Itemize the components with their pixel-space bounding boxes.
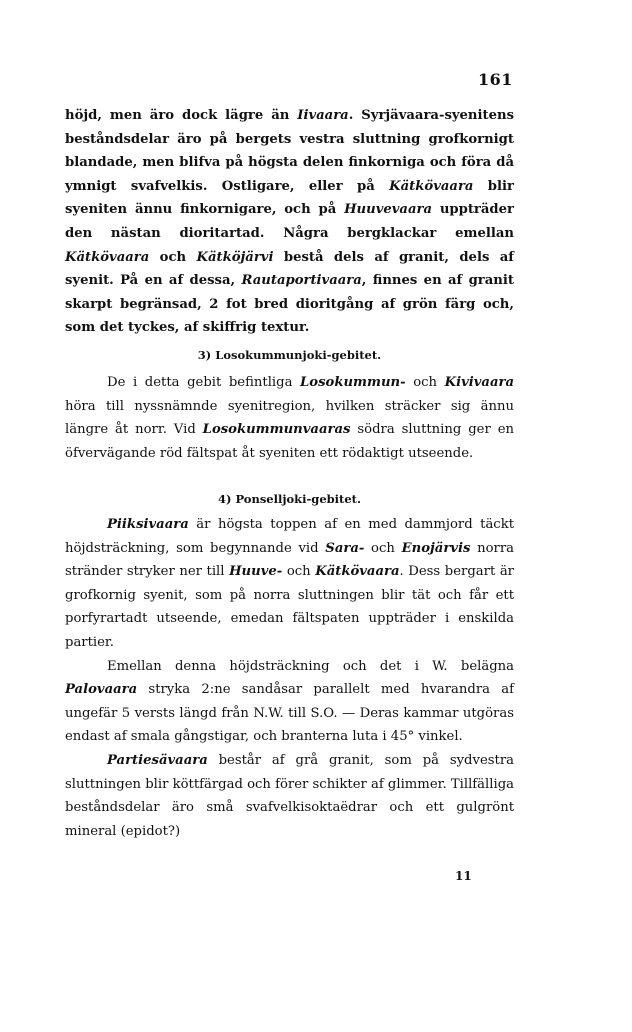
place-name: Kätkövaara bbox=[389, 178, 474, 194]
page-number: 161 bbox=[478, 70, 513, 89]
section-heading-losokummunjoki: 3) Losokummunjoki-gebitet. bbox=[197, 348, 382, 362]
place-name: Partiesävaara bbox=[107, 752, 208, 768]
text-run: södra sluttning ger en öfvervägande röd fältspat åt syeniten ett rödaktigt utseende. bbox=[65, 422, 514, 461]
text-run: höra till nyssnämnde syenitregion, hvilken sträcker sig ännu längre åt norr. Vid bbox=[65, 398, 514, 438]
section-heading-ponselljoki: 4) Ponselljoki-gebitet. bbox=[218, 492, 361, 506]
place-name: Palovaara bbox=[65, 682, 138, 698]
place-name: Kätköjärvi bbox=[196, 249, 274, 265]
place-name: Kivivaara bbox=[444, 375, 514, 390]
place-name: Losokummun- bbox=[300, 375, 406, 390]
text-run: blir syeniten ännu finkornigare, och på bbox=[65, 178, 514, 218]
section-body-ponselljoki bbox=[65, 513, 514, 843]
text-run: stryka 2:ne sandåsar parallelt med hvarandra af ungefär 5 versts längd från N.W. till S.O. — Deras kammar utgöras endast af smala gångstigar, och branterna luta i 45° vinkel. bbox=[65, 682, 514, 745]
paragraph-text bbox=[65, 104, 514, 340]
paragraph-text bbox=[65, 371, 514, 465]
paragraph-losokummunjoki bbox=[65, 371, 514, 465]
paragraph-partiesavaara bbox=[65, 749, 514, 843]
text-run: och bbox=[364, 540, 402, 556]
paragraph-ivaara-syenite bbox=[65, 104, 514, 340]
printer-signature-mark: 11 bbox=[455, 869, 472, 883]
text-run: uppträder den nästan dioritartad. Några bergklackar emellan bbox=[65, 202, 514, 241]
paragraph-piiksivaara bbox=[65, 513, 514, 655]
place-name: Huuvevaara bbox=[344, 202, 432, 218]
text-run: och bbox=[282, 564, 316, 580]
text-run: är högsta toppen af en med dammjord täckt höjdsträckning, som begynnande vid bbox=[65, 517, 514, 556]
place-name: Iivaara bbox=[297, 108, 349, 123]
text-run: De i detta gebit befintliga bbox=[107, 375, 301, 390]
place-name: Losokummunvaaras bbox=[202, 422, 351, 438]
text-run: Emellan denna höjdsträckning och det i W. belägna bbox=[107, 658, 514, 674]
place-name: Enojärvis bbox=[401, 540, 471, 556]
text-run: . Dess bergart är grofkornig syenit, som på norra sluttningen blir tät och får ett porfyrartadt utseende, emedan fältspaten uppträder i enskilda partier. bbox=[65, 564, 514, 650]
text-run: bestå dels af granit, dels af syenit. På en af dessa, bbox=[65, 249, 514, 289]
place-name: Piiksivaara bbox=[107, 517, 189, 532]
place-name: Sara- bbox=[325, 540, 365, 556]
text-run: , finnes en af granit skarpt begränsad, 2 fot bred dioritgång af grön färg och, som det tyckes, af skiffrig textur. bbox=[65, 273, 514, 336]
text-run: och bbox=[405, 375, 445, 390]
text-run: och bbox=[149, 249, 197, 265]
place-name: Kätkövaara bbox=[315, 564, 400, 580]
place-name: Rautaportivaara bbox=[241, 273, 362, 289]
text-run: höjd, men äro dock lägre än bbox=[65, 108, 298, 123]
text-run: norra stränder stryker ner till bbox=[65, 540, 514, 580]
place-name: Kätkövaara bbox=[65, 249, 150, 265]
paragraph-palovaara bbox=[65, 655, 514, 749]
text-run: består af grå granit, som på sydvestra sluttningen blir köttfärgad och förer schikter af glimmer. Tillfälliga beståndsdelar äro små svafvelkisoktaëdrar och ett gulgrönt mineral (epidot?) bbox=[65, 752, 515, 839]
text-run: . Syrjävaara-syenitens beståndsdelar äro på bergets vestra sluttning grofkornigt blandade, men blifva på högsta delen finkorniga och föra då ymnigt svafvelkis. Ostligare, eller på bbox=[65, 108, 515, 194]
place-name: Huuve- bbox=[229, 564, 283, 580]
